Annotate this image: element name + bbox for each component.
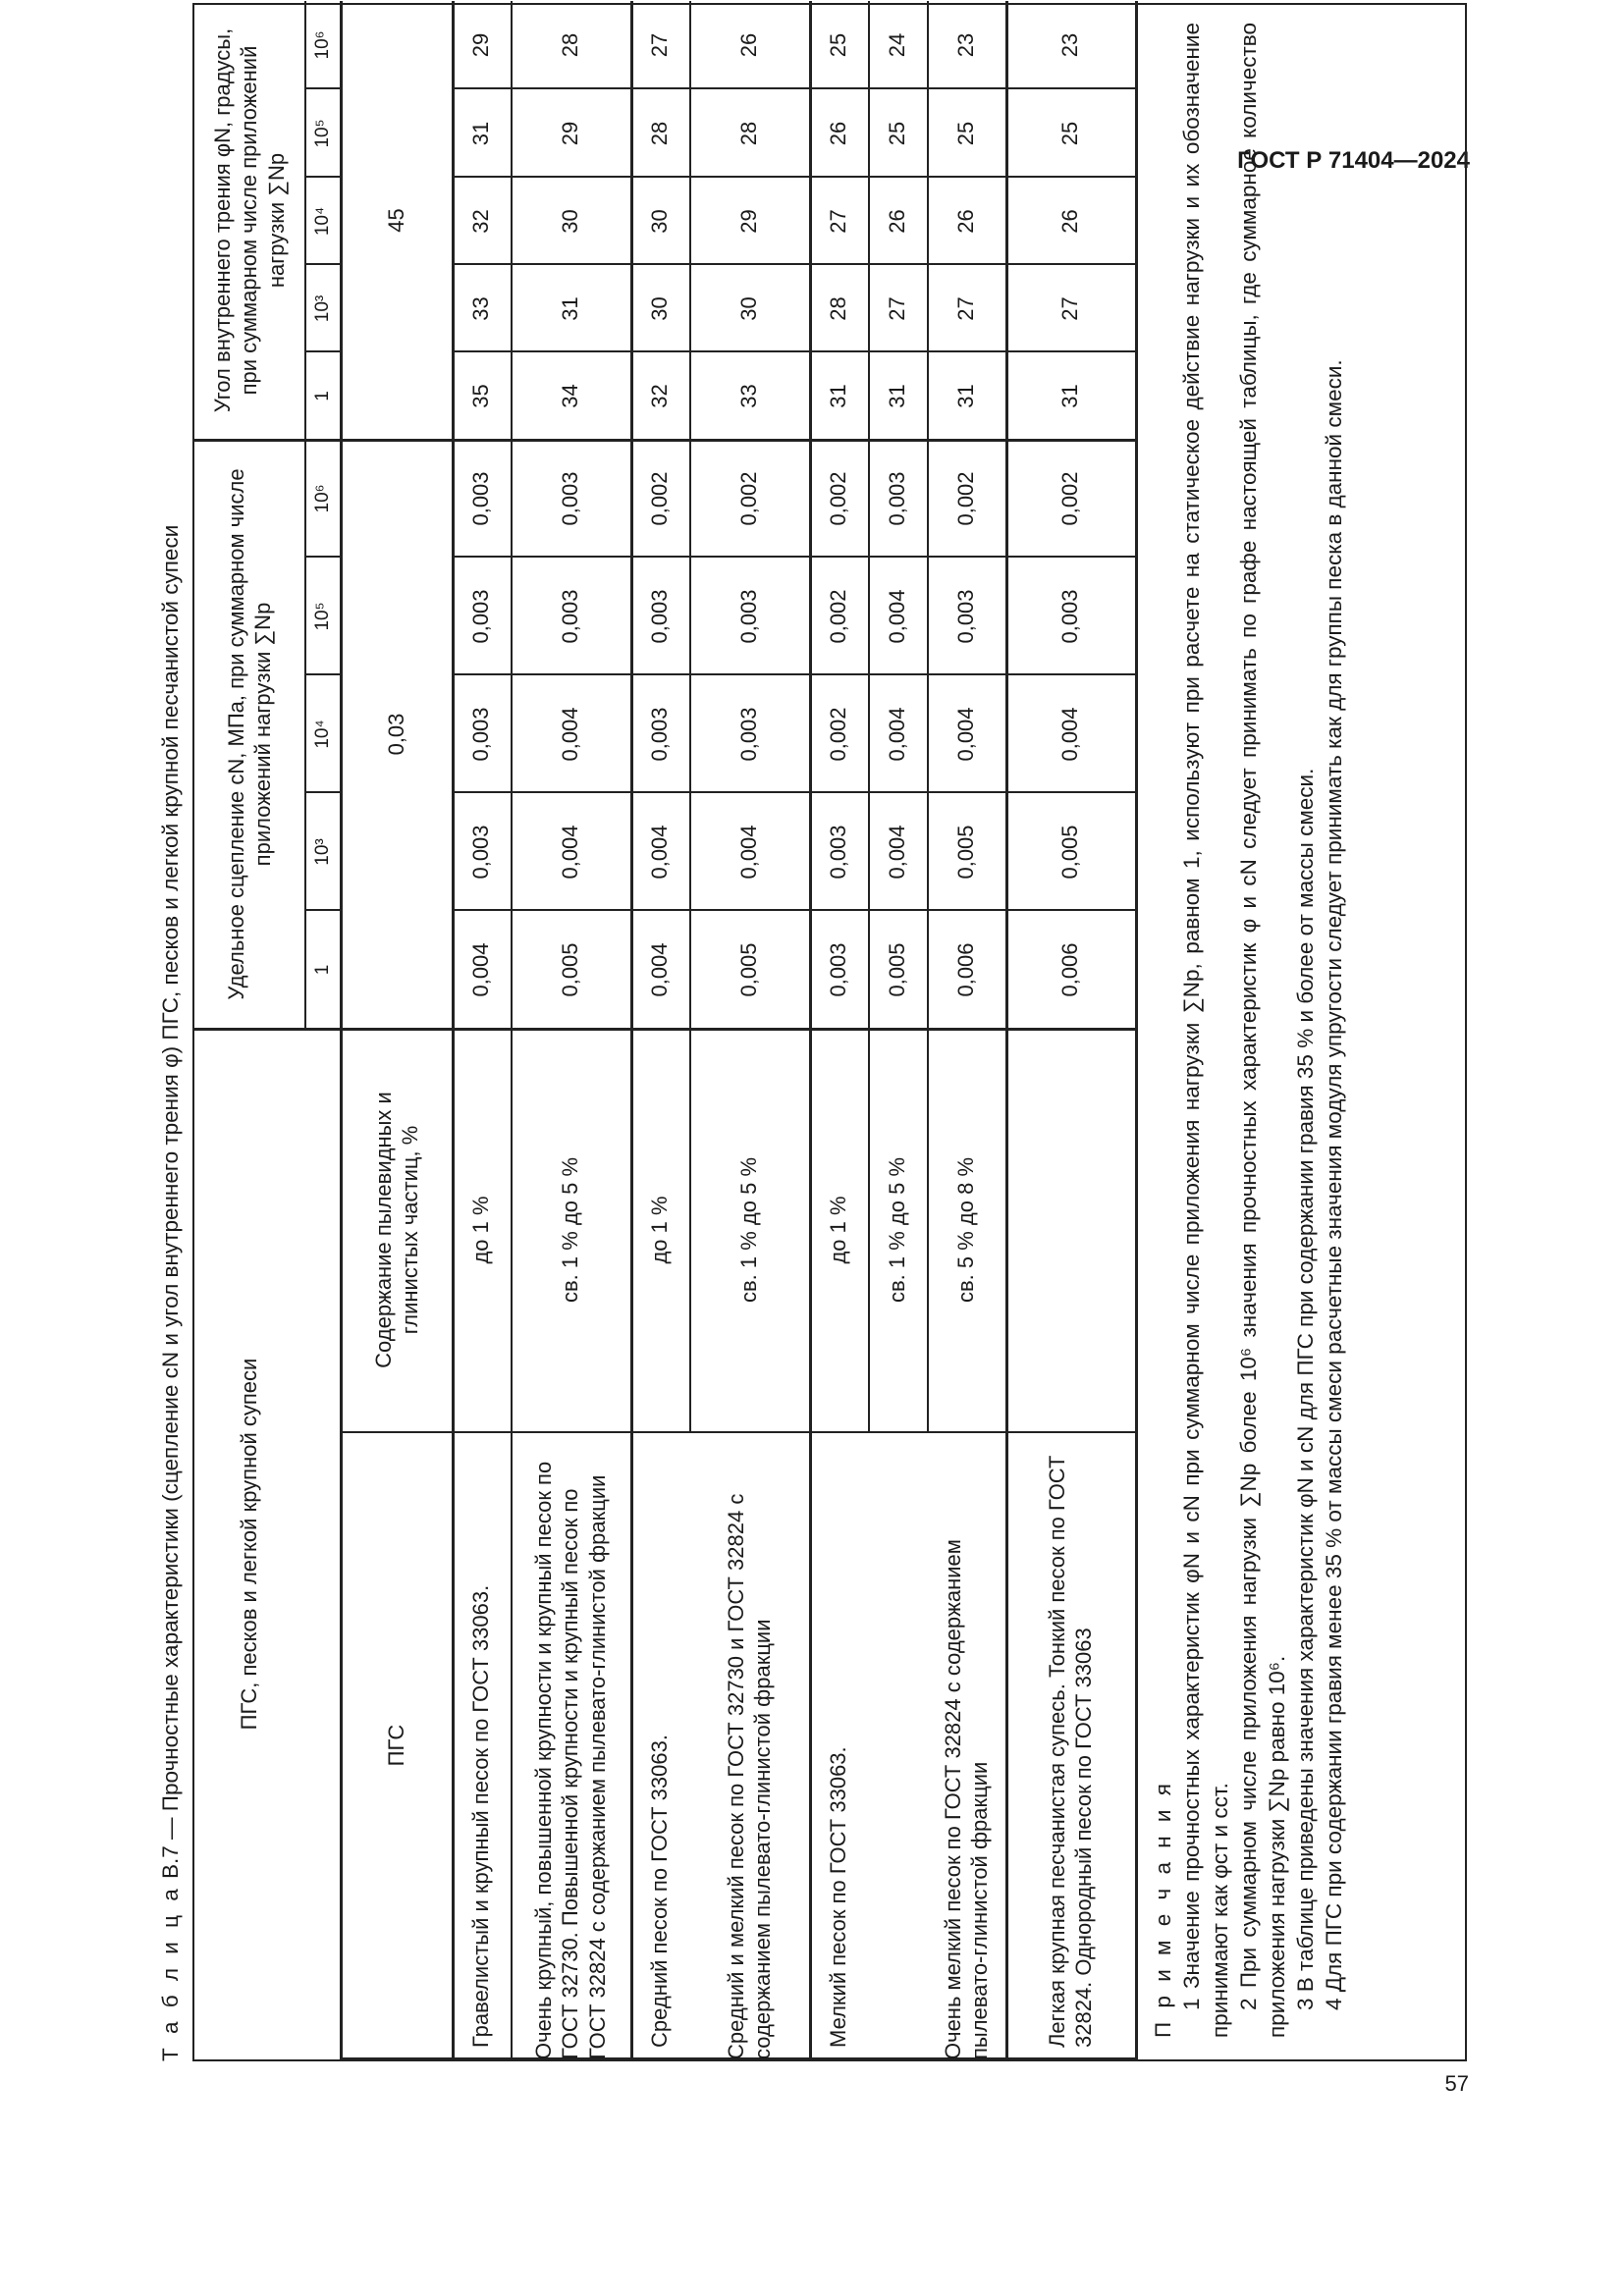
cohesion-value: 0,003	[558, 471, 583, 526]
cohesion-value: 0,004	[885, 589, 910, 644]
cohesion-value: 0,004	[558, 825, 583, 880]
angle-value: 31	[1057, 384, 1083, 408]
cohesion-value: 0,005	[885, 942, 910, 997]
angle-value: 33	[468, 296, 494, 321]
cohesion-value: 0,003	[468, 707, 494, 762]
caption-text: В.7 — Прочностные характеристики (сцепление cN и угол внутреннего трения φ) ПГС, песков и легкой крупной песчанистой супеси	[158, 524, 183, 1886]
cohesion-value: 0,005	[1057, 825, 1083, 880]
cohesion-value: 0,002	[826, 707, 851, 762]
cohesion-value: 0,006	[1057, 942, 1083, 997]
note-2: 2 При суммарном числе приложения нагрузки ∑Np более 10⁶ значения прочностных характеристик φ и cN следует принимать по графе настоящей таблицы, где суммарное количество приложения нагрузки ∑Np равно 10⁶.	[1236, 23, 1289, 2038]
angle-value: 29	[468, 32, 494, 58]
row-name: Легкая крупная песчанистая супесь. Тонкий песок по ГОСТ 32824. Однородный песок по ГОСТ 33063	[1044, 1455, 1096, 2048]
angle-value: 26	[953, 209, 979, 234]
angle-value: 27	[826, 209, 851, 234]
angle-value: 28	[558, 32, 583, 58]
angle-value: 28	[736, 121, 762, 146]
angle-value: 27	[885, 296, 910, 321]
angle-value: 25	[953, 121, 979, 146]
angle-value: 24	[885, 32, 910, 58]
row-name: Гравелистый и крупный песок по ГОСТ 33063.	[468, 1584, 494, 2048]
cohesion-value: 0,003	[736, 589, 762, 644]
cohesion-value: 0,004	[1057, 707, 1083, 762]
cohesion-value: 0,005	[953, 825, 979, 880]
angle-value: 23	[953, 32, 979, 58]
pgs-label: ПГС	[384, 1724, 409, 1767]
caption-prefix: Т а б л и ц а	[158, 1885, 183, 2061]
cohesion-value: 0,002	[1057, 471, 1083, 526]
cohesion-value: 0,002	[736, 471, 762, 526]
angle-value: 28	[826, 296, 851, 321]
angle-n-header: 10⁵	[312, 119, 334, 148]
cohesion-n-header: 10⁴	[312, 720, 334, 749]
cohesion-n-header: 10⁵	[312, 602, 334, 631]
row-content: до 1 %	[647, 1196, 673, 1264]
angle-value: 27	[953, 296, 979, 321]
cohesion-n-header: 10⁶	[312, 484, 334, 513]
pgs-angle: 45	[384, 208, 409, 233]
cohesion-value: 0,003	[826, 942, 851, 997]
notes-title: П р и м е ч а н и я	[1151, 1780, 1175, 2038]
header-angle: Угол внутреннего трения φN, градусы, при суммарном числе приложений нагрузки ∑Np	[209, 27, 289, 413]
row-content: св. 5 % до 8 %	[953, 1156, 979, 1304]
angle-value: 31	[953, 384, 979, 408]
cohesion-value: 0,003	[736, 707, 762, 762]
angle-value: 29	[558, 121, 583, 146]
cohesion-value: 0,003	[647, 589, 673, 644]
cohesion-value: 0,002	[647, 471, 673, 526]
note-1: 1 Значение прочностных характеристик φN и cN при суммарном числе приложения нагрузки ∑Np, равном 1, используют при расчете на статическое действие нагрузки и их обозначение принимают как φст и cст.	[1179, 23, 1232, 2038]
table-caption	[147, 3, 194, 2061]
cohesion-value: 0,003	[558, 589, 583, 644]
angle-value: 30	[736, 296, 762, 321]
cohesion-value: 0,004	[885, 825, 910, 880]
angle-value: 25	[885, 121, 910, 146]
cohesion-value: 0,003	[468, 471, 494, 526]
note-4: 4 Для ПГС при содержании гравия менее 35 % от массы смеси расчетные значения модуля упругости следует принимать как для группы песка в данной смеси.	[1322, 359, 1346, 2010]
cohesion-value: 0,004	[558, 707, 583, 762]
cohesion-value: 0,004	[468, 942, 494, 997]
angle-n-header: 10⁴	[312, 206, 334, 237]
angle-n-header: 10⁶	[312, 30, 334, 60]
angle-value: 29	[736, 209, 762, 234]
cohesion-value: 0,005	[736, 942, 762, 997]
angle-value: 28	[647, 121, 673, 146]
row-content: св. 1 % до 5 %	[885, 1156, 910, 1304]
cohesion-value: 0,002	[953, 471, 979, 526]
angle-value: 25	[826, 32, 851, 58]
note-3: 3 В таблице приведены значения характеристик φN и cN для ПГС при содержании гравия 35 % и более от массы смеси.	[1293, 768, 1318, 2010]
angle-value: 25	[1057, 121, 1083, 146]
angle-value: 30	[558, 209, 583, 234]
cohesion-value: 0,003	[953, 589, 979, 644]
cohesion-value: 0,004	[647, 942, 673, 997]
pgs-cohesion: 0,03	[384, 713, 409, 756]
angle-value: 27	[647, 32, 673, 58]
angle-value: 26	[885, 209, 910, 234]
row-content: св. 1 % до 5 %	[558, 1156, 583, 1304]
angle-value: 26	[826, 121, 851, 146]
cohesion-value: 0,002	[826, 589, 851, 644]
header-main: ПГС, песков и легкой крупной супеси	[237, 1358, 262, 1731]
row-content: до 1 %	[468, 1196, 494, 1264]
strength-table	[192, 3, 1467, 2061]
row-name: Средний песок по ГОСТ 33063.	[647, 1735, 673, 2048]
cohesion-value: 0,003	[468, 589, 494, 644]
cohesion-value: 0,003	[826, 825, 851, 880]
angle-value: 35	[468, 384, 494, 408]
angle-value: 30	[647, 209, 673, 234]
angle-value: 31	[558, 296, 583, 321]
cohesion-value: 0,002	[826, 471, 851, 526]
row-name: Очень крупный, повышенной крупности и крупный песок по ГОСТ 32730. Повышенной крупности и крупный песок по ГОСТ 32824 с содержанием пылевато-глинистой фракции	[530, 1461, 610, 2059]
cohesion-value: 0,004	[953, 707, 979, 762]
cohesion-n-header: 10³	[312, 838, 334, 866]
angle-value: 32	[647, 384, 673, 408]
angle-value: 31	[885, 384, 910, 408]
cohesion-value: 0,004	[736, 825, 762, 880]
cohesion-value: 0,004	[647, 825, 673, 880]
cohesion-n-header: 1	[312, 964, 334, 976]
document-header-title: ГОСТ Р 71404—2024	[1237, 147, 1470, 174]
row-name: Очень мелкий песок по ГОСТ 32824 с содержанием пылевато-глинистой фракции	[940, 1539, 992, 2059]
rotated-table-area	[147, 3, 1453, 2061]
cohesion-value: 0,003	[1057, 589, 1083, 644]
angle-value: 23	[1057, 32, 1083, 58]
cohesion-value: 0,006	[953, 942, 979, 997]
angle-value: 31	[826, 384, 851, 408]
notes-block	[1137, 1, 1360, 2059]
angle-value: 34	[558, 384, 583, 408]
row-content: до 1 %	[826, 1196, 851, 1264]
angle-n-header: 10³	[312, 294, 334, 323]
angle-value: 31	[468, 121, 494, 146]
row-content: св. 1 % до 5 %	[736, 1156, 762, 1304]
cohesion-value: 0,003	[647, 707, 673, 762]
row-name: Мелкий песок по ГОСТ 33063.	[826, 1746, 851, 2048]
angle-n-header: 1	[312, 391, 334, 401]
row-name: Средний и мелкий песок по ГОСТ 32730 и ГОСТ 32824 с содержанием пылевато-глинистой фракции	[723, 1493, 775, 2059]
cohesion-value: 0,005	[558, 942, 583, 997]
angle-value: 26	[736, 32, 762, 58]
angle-value: 32	[468, 209, 494, 234]
angle-value: 33	[736, 384, 762, 408]
content-header: Содержание пылевидных и глинистых частиц, %	[370, 1092, 422, 1368]
angle-value: 27	[1057, 296, 1083, 321]
page-number: 57	[1444, 2071, 1469, 2096]
cohesion-value: 0,004	[885, 707, 910, 762]
cohesion-value: 0,003	[468, 825, 494, 880]
header-cohesion: Удельное сцепление cN, МПа, при суммарном числе приложений нагрузки ∑Np	[223, 468, 275, 1000]
angle-value: 26	[1057, 209, 1083, 234]
cohesion-value: 0,003	[885, 471, 910, 526]
angle-value: 30	[647, 296, 673, 321]
